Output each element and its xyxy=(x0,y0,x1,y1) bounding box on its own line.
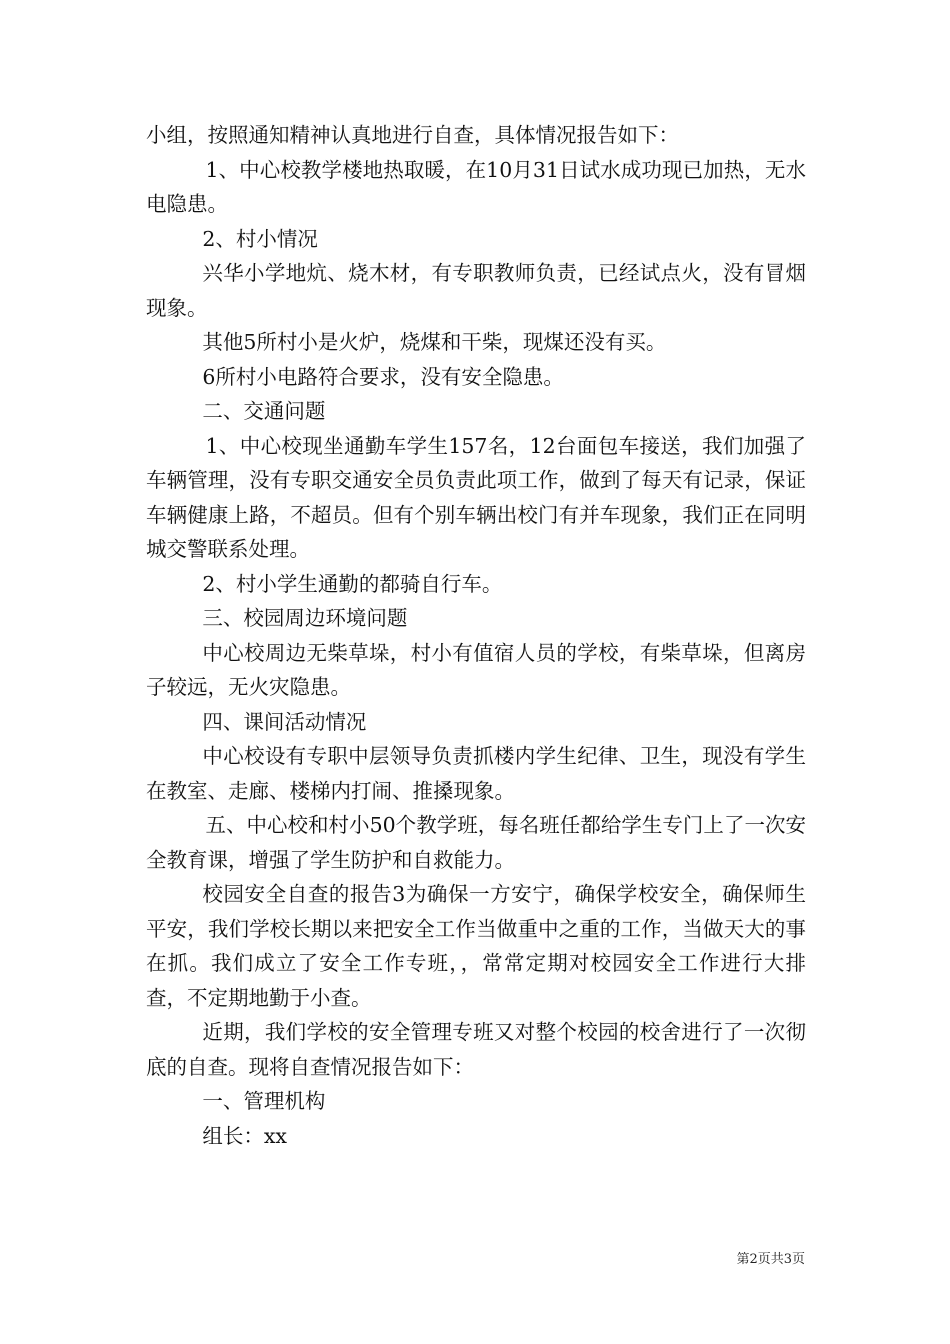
paragraph-other-schools: 其他5所村小是火炉，烧煤和干柴，现煤还没有买。 xyxy=(202,330,667,354)
paragraph-bicycles: 2、村小学生通勤的都骑自行车。 xyxy=(202,571,503,596)
document-body xyxy=(146,118,806,1153)
section-heading-recess: 四、课间活动情况 xyxy=(202,709,367,734)
paragraph-safety-class: 五、中心校和村小50个教学班，每名班任都给学生专门上了一次安全教育课，增强了学生防护和自救能力。 xyxy=(146,813,806,872)
paragraph-intro: 小组，按照通知精神认真地进行自查，具体情况报告如下： xyxy=(146,123,679,147)
paragraph-team-leader: 组长：xx xyxy=(202,1123,287,1148)
paragraph-xinghua: 兴华小学地炕、烧木材，有专职教师负责，已经试点火，没有冒烟现象。 xyxy=(146,261,806,320)
paragraph-circuits: 6所村小电路符合要求，没有安全隐患。 xyxy=(202,364,564,389)
page-number: 第2页共3页 xyxy=(736,1252,805,1267)
paragraph-haystacks: 中心校周边无柴草垛，村小有值宿人员的学校，有柴草垛，但离房子较远，无火灾隐患。 xyxy=(146,640,806,699)
section-heading-management: 一、管理机构 xyxy=(202,1089,326,1113)
paragraph-recent-check: 近期，我们学校的安全管理专班又对整个校园的校舍进行了一次彻底的自查。现将自查情况报告如下： xyxy=(146,1020,806,1079)
paragraph-heating: 1、中心校教学楼地热取暖，在10月31日试水成功现已加热，无水电隐患。 xyxy=(146,157,806,216)
section-heading-traffic: 二、交通问题 xyxy=(202,399,326,423)
paragraph-commute-bus: 1、中心校现坐通勤车学生157名，12台面包车接送，我们加强了车辆管理，没有专职交通安全员负责此项工作，做到了每天有记录，保证车辆健康上路，不超员。但有个别车辆出校门有并车现象，我们正在同明城交警联系处理。 xyxy=(146,433,806,561)
paragraph-discipline: 中心校设有专职中层领导负责抓楼内学生纪律、卫生，现没有学生在教室、走廊、楼梯内打闹、推搡现象。 xyxy=(146,744,806,803)
paragraph-report-3: 校园安全自查的报告3为确保一方安宁，确保学校安全，确保师生平安，我们学校长期以来把安全工作当做重中之重的工作，当做天大的事在抓。我们成立了安全工作专班，，常常定期对校园安全工作进行大排查，不定期地勤于小查。 xyxy=(146,882,806,1010)
section-heading-environment: 三、校园周边环境问题 xyxy=(202,606,408,630)
paragraph-village-heading: 2、村小情况 xyxy=(202,226,318,251)
